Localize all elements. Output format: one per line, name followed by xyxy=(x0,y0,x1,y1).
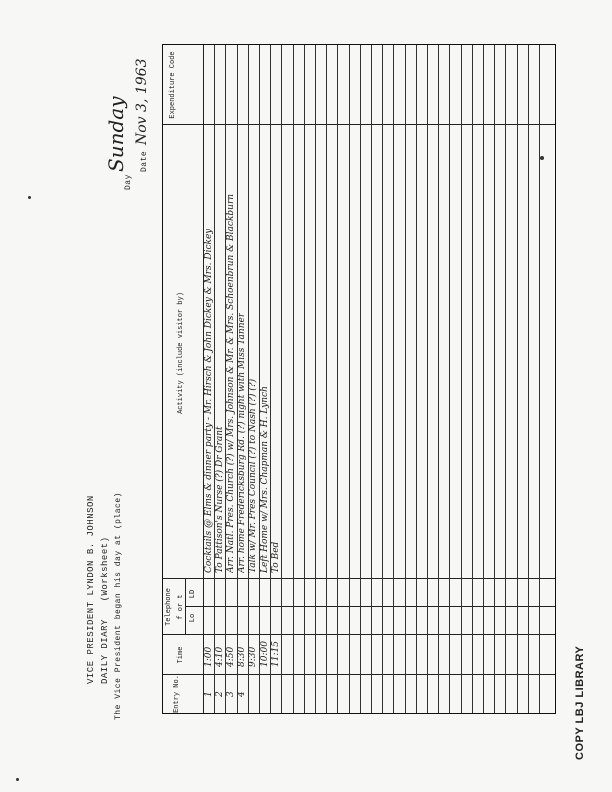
col-lo-header: Lo xyxy=(189,613,197,623)
table-row-line xyxy=(505,45,506,713)
form-subtitle-text: DAILY DIARY xyxy=(100,619,110,684)
form-subtitle xyxy=(100,536,110,684)
table-row-line xyxy=(382,45,383,713)
entry-activity: Arr. Natl. Pres. Church (?) w/ Mrs. Johnson & Mr. & Mrs. Schoenbrun & Blackburn xyxy=(225,193,236,573)
form-title: VICE PRESIDENT LYNDON B. JOHNSON xyxy=(86,495,96,684)
col-time-header: Time xyxy=(177,646,185,664)
table-row xyxy=(248,45,259,713)
entry-activity: Arr. home Fredericksburg Rd. (?) night with Miss Tanner xyxy=(237,312,248,573)
table-row-line xyxy=(315,45,316,713)
table-row xyxy=(226,45,237,713)
date-label: Date xyxy=(140,150,149,172)
table-row xyxy=(271,45,282,713)
col-activity-header: Activity (include visitor by) xyxy=(177,292,185,414)
table-row-line xyxy=(483,45,484,713)
entry-time: 10:00 xyxy=(259,641,270,667)
entry-activity: Left Home w/ Mrs. Chapman & H. Lynch xyxy=(259,386,270,573)
table-row-line xyxy=(304,45,305,713)
entry-activity: Cocktails @ Elms & dinner party - Mr. Hirsch & John Dickey & Mrs. Dickey xyxy=(203,228,214,573)
entry-time: 8:30 xyxy=(237,646,248,667)
table-row-line xyxy=(494,45,495,713)
table-row-line xyxy=(461,45,462,713)
ink-mark xyxy=(28,196,31,199)
table-row-line xyxy=(293,45,294,713)
entry-number: 1 xyxy=(203,691,214,697)
table-row xyxy=(237,45,248,713)
col-telephone-header: Telephone xyxy=(165,588,173,626)
ink-mark xyxy=(540,156,544,160)
table-row-line xyxy=(371,45,372,713)
day-label: Day xyxy=(124,174,133,190)
table-row-line xyxy=(405,45,406,713)
ink-mark xyxy=(16,778,19,781)
began-day-label: The Vice President began his day at (place) xyxy=(114,492,123,720)
table-row-line xyxy=(528,45,529,713)
table-row-line xyxy=(337,45,338,713)
table-row xyxy=(204,45,215,713)
entry-time: 11:15 xyxy=(270,641,281,667)
entry-activity: To Pattison's Nurse (?) Dr Grant xyxy=(214,426,225,573)
form-worksheet-text: (Worksheet) xyxy=(100,536,110,602)
entry-number: 4 xyxy=(237,691,248,697)
entry-number: 3 xyxy=(225,691,236,697)
rotated-worksheet-form xyxy=(70,40,582,720)
table-row-line xyxy=(393,45,394,713)
table-row-line xyxy=(326,45,327,713)
entry-activity: Talk w/ Mr. Pres Council (?) to Nash (?) (?) xyxy=(248,378,259,573)
table-row-line xyxy=(539,45,540,713)
table-row-line xyxy=(427,45,428,713)
diary-table xyxy=(162,44,556,714)
table-row-line xyxy=(349,45,350,713)
telephone-subheader-line xyxy=(185,579,186,635)
entry-time: 4:10 xyxy=(214,646,225,667)
library-stamp: COPY LBJ LIBRARY xyxy=(574,645,586,760)
col-entry-header: Entry No. xyxy=(173,675,181,713)
table-row xyxy=(260,45,271,713)
date-value: Nov 3, 1963 xyxy=(134,58,150,145)
table-row-line xyxy=(472,45,473,713)
table-row-line xyxy=(360,45,361,713)
table-row-line xyxy=(438,45,439,713)
col-for-t-header: f or t xyxy=(177,594,185,620)
entry-activity: To Bed xyxy=(270,541,281,573)
entry-time: 9:30 xyxy=(248,646,259,667)
table-row-line xyxy=(416,45,417,713)
col-ld-header: LD xyxy=(189,589,197,599)
entry-time: 1:00 xyxy=(203,646,214,667)
entry-time: 4:50 xyxy=(225,646,236,667)
entry-number: 2 xyxy=(214,691,225,697)
col-expenditure-header: Expenditure Code xyxy=(169,51,177,119)
table-row xyxy=(215,45,226,713)
table-row-line xyxy=(449,45,450,713)
day-value: Sunday xyxy=(104,96,128,172)
table-row-line xyxy=(517,45,518,713)
